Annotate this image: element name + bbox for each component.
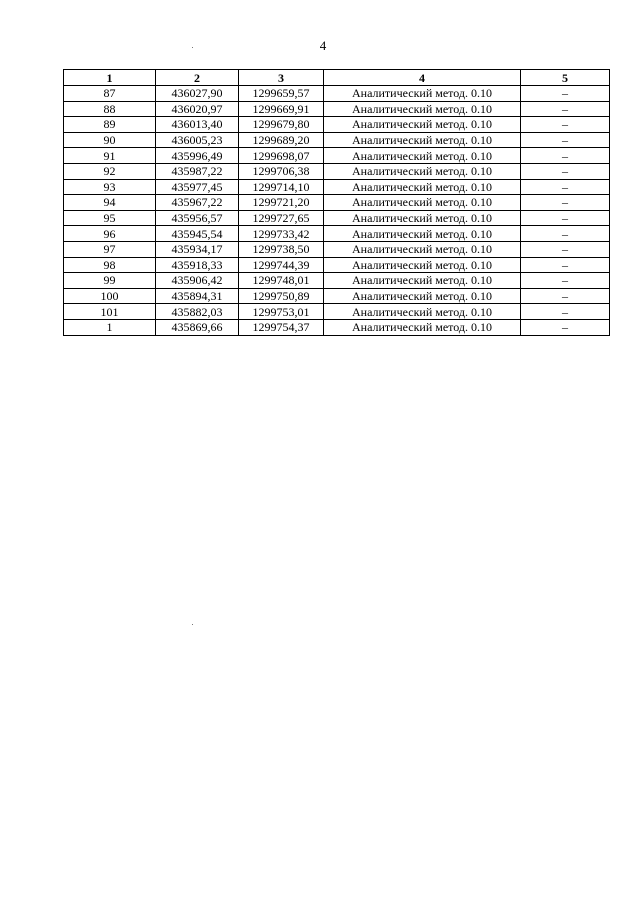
method-cell: Аналитический метод. 0.10 [324, 273, 521, 289]
x-coordinate-cell: 435918,33 [156, 257, 239, 273]
point-number-cell: 100 [64, 288, 156, 304]
y-coordinate-cell: 1299698,07 [239, 148, 324, 164]
point-number-cell: 96 [64, 226, 156, 242]
x-coordinate-cell: 435945,54 [156, 226, 239, 242]
column-header-4: 4 [324, 70, 521, 86]
note-cell: – [521, 195, 610, 211]
y-coordinate-cell: 1299721,20 [239, 195, 324, 211]
y-coordinate-cell: 1299753,01 [239, 304, 324, 320]
x-coordinate-cell: 435967,22 [156, 195, 239, 211]
y-coordinate-cell: 1299659,57 [239, 86, 324, 102]
method-cell: Аналитический метод. 0.10 [324, 86, 521, 102]
method-cell: Аналитический метод. 0.10 [324, 288, 521, 304]
point-number-cell: 95 [64, 210, 156, 226]
point-number-cell: 1 [64, 319, 156, 335]
table-row [64, 117, 610, 133]
x-coordinate-cell: 435894,31 [156, 288, 239, 304]
note-cell: – [521, 148, 610, 164]
x-coordinate-cell: 435869,66 [156, 319, 239, 335]
note-cell: – [521, 179, 610, 195]
point-number-cell: 88 [64, 101, 156, 117]
x-coordinate-cell: 435977,45 [156, 179, 239, 195]
note-cell: – [521, 117, 610, 133]
y-coordinate-cell: 1299754,37 [239, 319, 324, 335]
note-cell: – [521, 101, 610, 117]
x-coordinate-cell: 436013,40 [156, 117, 239, 133]
method-cell: Аналитический метод. 0.10 [324, 101, 521, 117]
point-number-cell: 99 [64, 273, 156, 289]
x-coordinate-cell: 435996,49 [156, 148, 239, 164]
table-row [64, 86, 610, 102]
method-cell: Аналитический метод. 0.10 [324, 148, 521, 164]
y-coordinate-cell: 1299750,89 [239, 288, 324, 304]
y-coordinate-cell: 1299706,38 [239, 163, 324, 179]
method-cell: Аналитический метод. 0.10 [324, 132, 521, 148]
table-row [64, 179, 610, 195]
point-number-cell: 101 [64, 304, 156, 320]
y-coordinate-cell: 1299727,65 [239, 210, 324, 226]
y-coordinate-cell: 1299748,01 [239, 273, 324, 289]
method-cell: Аналитический метод. 0.10 [324, 179, 521, 195]
table-row [64, 288, 610, 304]
note-cell: – [521, 273, 610, 289]
table-row [64, 210, 610, 226]
x-coordinate-cell: 436005,23 [156, 132, 239, 148]
y-coordinate-cell: 1299689,20 [239, 132, 324, 148]
x-coordinate-cell: 436020,97 [156, 101, 239, 117]
method-cell: Аналитический метод. 0.10 [324, 304, 521, 320]
page-number: 4 [319, 38, 327, 53]
note-cell: – [521, 210, 610, 226]
table-row [64, 304, 610, 320]
x-coordinate-cell: 435987,22 [156, 163, 239, 179]
table-row [64, 257, 610, 273]
column-header-2: 2 [156, 70, 239, 86]
note-cell: – [521, 241, 610, 257]
note-cell: – [521, 163, 610, 179]
y-coordinate-cell: 1299714,10 [239, 179, 324, 195]
y-coordinate-cell: 1299669,91 [239, 101, 324, 117]
y-coordinate-cell: 1299733,42 [239, 226, 324, 242]
x-coordinate-cell: 435882,03 [156, 304, 239, 320]
note-cell: – [521, 288, 610, 304]
method-cell: Аналитический метод. 0.10 [324, 257, 521, 273]
point-number-cell: 93 [64, 179, 156, 195]
table-row [64, 195, 610, 211]
scan-speck [192, 47, 193, 48]
point-number-cell: 89 [64, 117, 156, 133]
note-cell: – [521, 304, 610, 320]
note-cell: – [521, 226, 610, 242]
y-coordinate-cell: 1299679,80 [239, 117, 324, 133]
table-row [64, 319, 610, 335]
x-coordinate-cell: 435956,57 [156, 210, 239, 226]
note-cell: – [521, 132, 610, 148]
y-coordinate-cell: 1299744,39 [239, 257, 324, 273]
column-header-3: 3 [239, 70, 324, 86]
method-cell: Аналитический метод. 0.10 [324, 195, 521, 211]
note-cell: – [521, 86, 610, 102]
note-cell: – [521, 319, 610, 335]
point-number-cell: 91 [64, 148, 156, 164]
x-coordinate-cell: 436027,90 [156, 86, 239, 102]
point-number-cell: 87 [64, 86, 156, 102]
table-row [64, 132, 610, 148]
method-cell: Аналитический метод. 0.10 [324, 117, 521, 133]
point-number-cell: 90 [64, 132, 156, 148]
note-cell: – [521, 257, 610, 273]
table-body [64, 86, 610, 336]
x-coordinate-cell: 435934,17 [156, 241, 239, 257]
point-number-cell: 92 [64, 163, 156, 179]
point-number-cell: 98 [64, 257, 156, 273]
table-row [64, 148, 610, 164]
x-coordinate-cell: 435906,42 [156, 273, 239, 289]
table-header-row [64, 70, 610, 86]
table-row [64, 163, 610, 179]
method-cell: Аналитический метод. 0.10 [324, 319, 521, 335]
table-row [64, 226, 610, 242]
column-header-5: 5 [521, 70, 610, 86]
table-row [64, 101, 610, 117]
table-row [64, 241, 610, 257]
point-number-cell: 94 [64, 195, 156, 211]
point-number-cell: 97 [64, 241, 156, 257]
y-coordinate-cell: 1299738,50 [239, 241, 324, 257]
coordinates-table [63, 69, 610, 336]
scan-speck [192, 624, 193, 625]
method-cell: Аналитический метод. 0.10 [324, 210, 521, 226]
table-row [64, 273, 610, 289]
method-cell: Аналитический метод. 0.10 [324, 226, 521, 242]
column-header-1: 1 [64, 70, 156, 86]
method-cell: Аналитический метод. 0.10 [324, 241, 521, 257]
method-cell: Аналитический метод. 0.10 [324, 163, 521, 179]
